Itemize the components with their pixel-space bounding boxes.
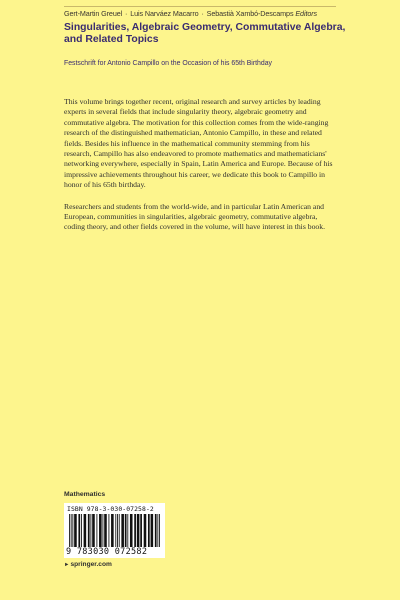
book-description: [64, 97, 339, 244]
subject-category: Mathematics: [64, 491, 106, 498]
publisher-url-text: springer.com: [70, 561, 112, 568]
editor-name: Luis Narváez Macarro: [130, 9, 199, 18]
editor-name: Sebastià Xambó-Descamps: [206, 9, 294, 18]
editor-separator: ·: [201, 9, 204, 18]
isbn-number: ISBN 978-3-030-07258-2: [67, 505, 154, 513]
barcode-digits: 9 783030 072582: [66, 547, 148, 557]
description-paragraph: This volume brings together recent, original research and survey articles by leading experts in several fields that include singularity theory, algebraic geometry and commutative algebra. The motivation for this collection comes from the wide-ranging research of the distinguished mathematician, Antonio Campillo, in these and related fields. Besides his influence in the mathematical community stemming from his research, Campillo has also endeavored to promote mathematics and mathematicians' networking everywhere, especially in Spain, Latin America and Europe. Because of his impressive achievements throughout his career, we dedicate this book to Campillo in honor of his 65th birthday.: [64, 97, 333, 190]
arrow-right-icon: ►: [64, 562, 70, 568]
editors-role: Editors: [295, 9, 318, 18]
editors-line: [64, 9, 364, 18]
description-paragraph: Researchers and students from the world-wide, and in particular Latin American and European, communities in singularities, algebraic geometry, commutative algebra, coding theory, and other fields covered in the volume, will have interest in this book.: [64, 201, 326, 232]
publisher-url: [64, 561, 112, 568]
editor-separator: ·: [125, 9, 128, 18]
top-rule: [64, 6, 336, 7]
editor-name: Gert-Martin Greuel: [64, 9, 123, 18]
barcode-block: [64, 503, 165, 558]
barcode-image: [69, 514, 160, 547]
book-subtitle: Festschrift for Antonio Campillo on the Occasion of his 65th Birthday: [64, 60, 272, 67]
book-title: Singularities, Algebraic Geometry, Commutative Algebra, and Related Topics: [64, 22, 346, 46]
